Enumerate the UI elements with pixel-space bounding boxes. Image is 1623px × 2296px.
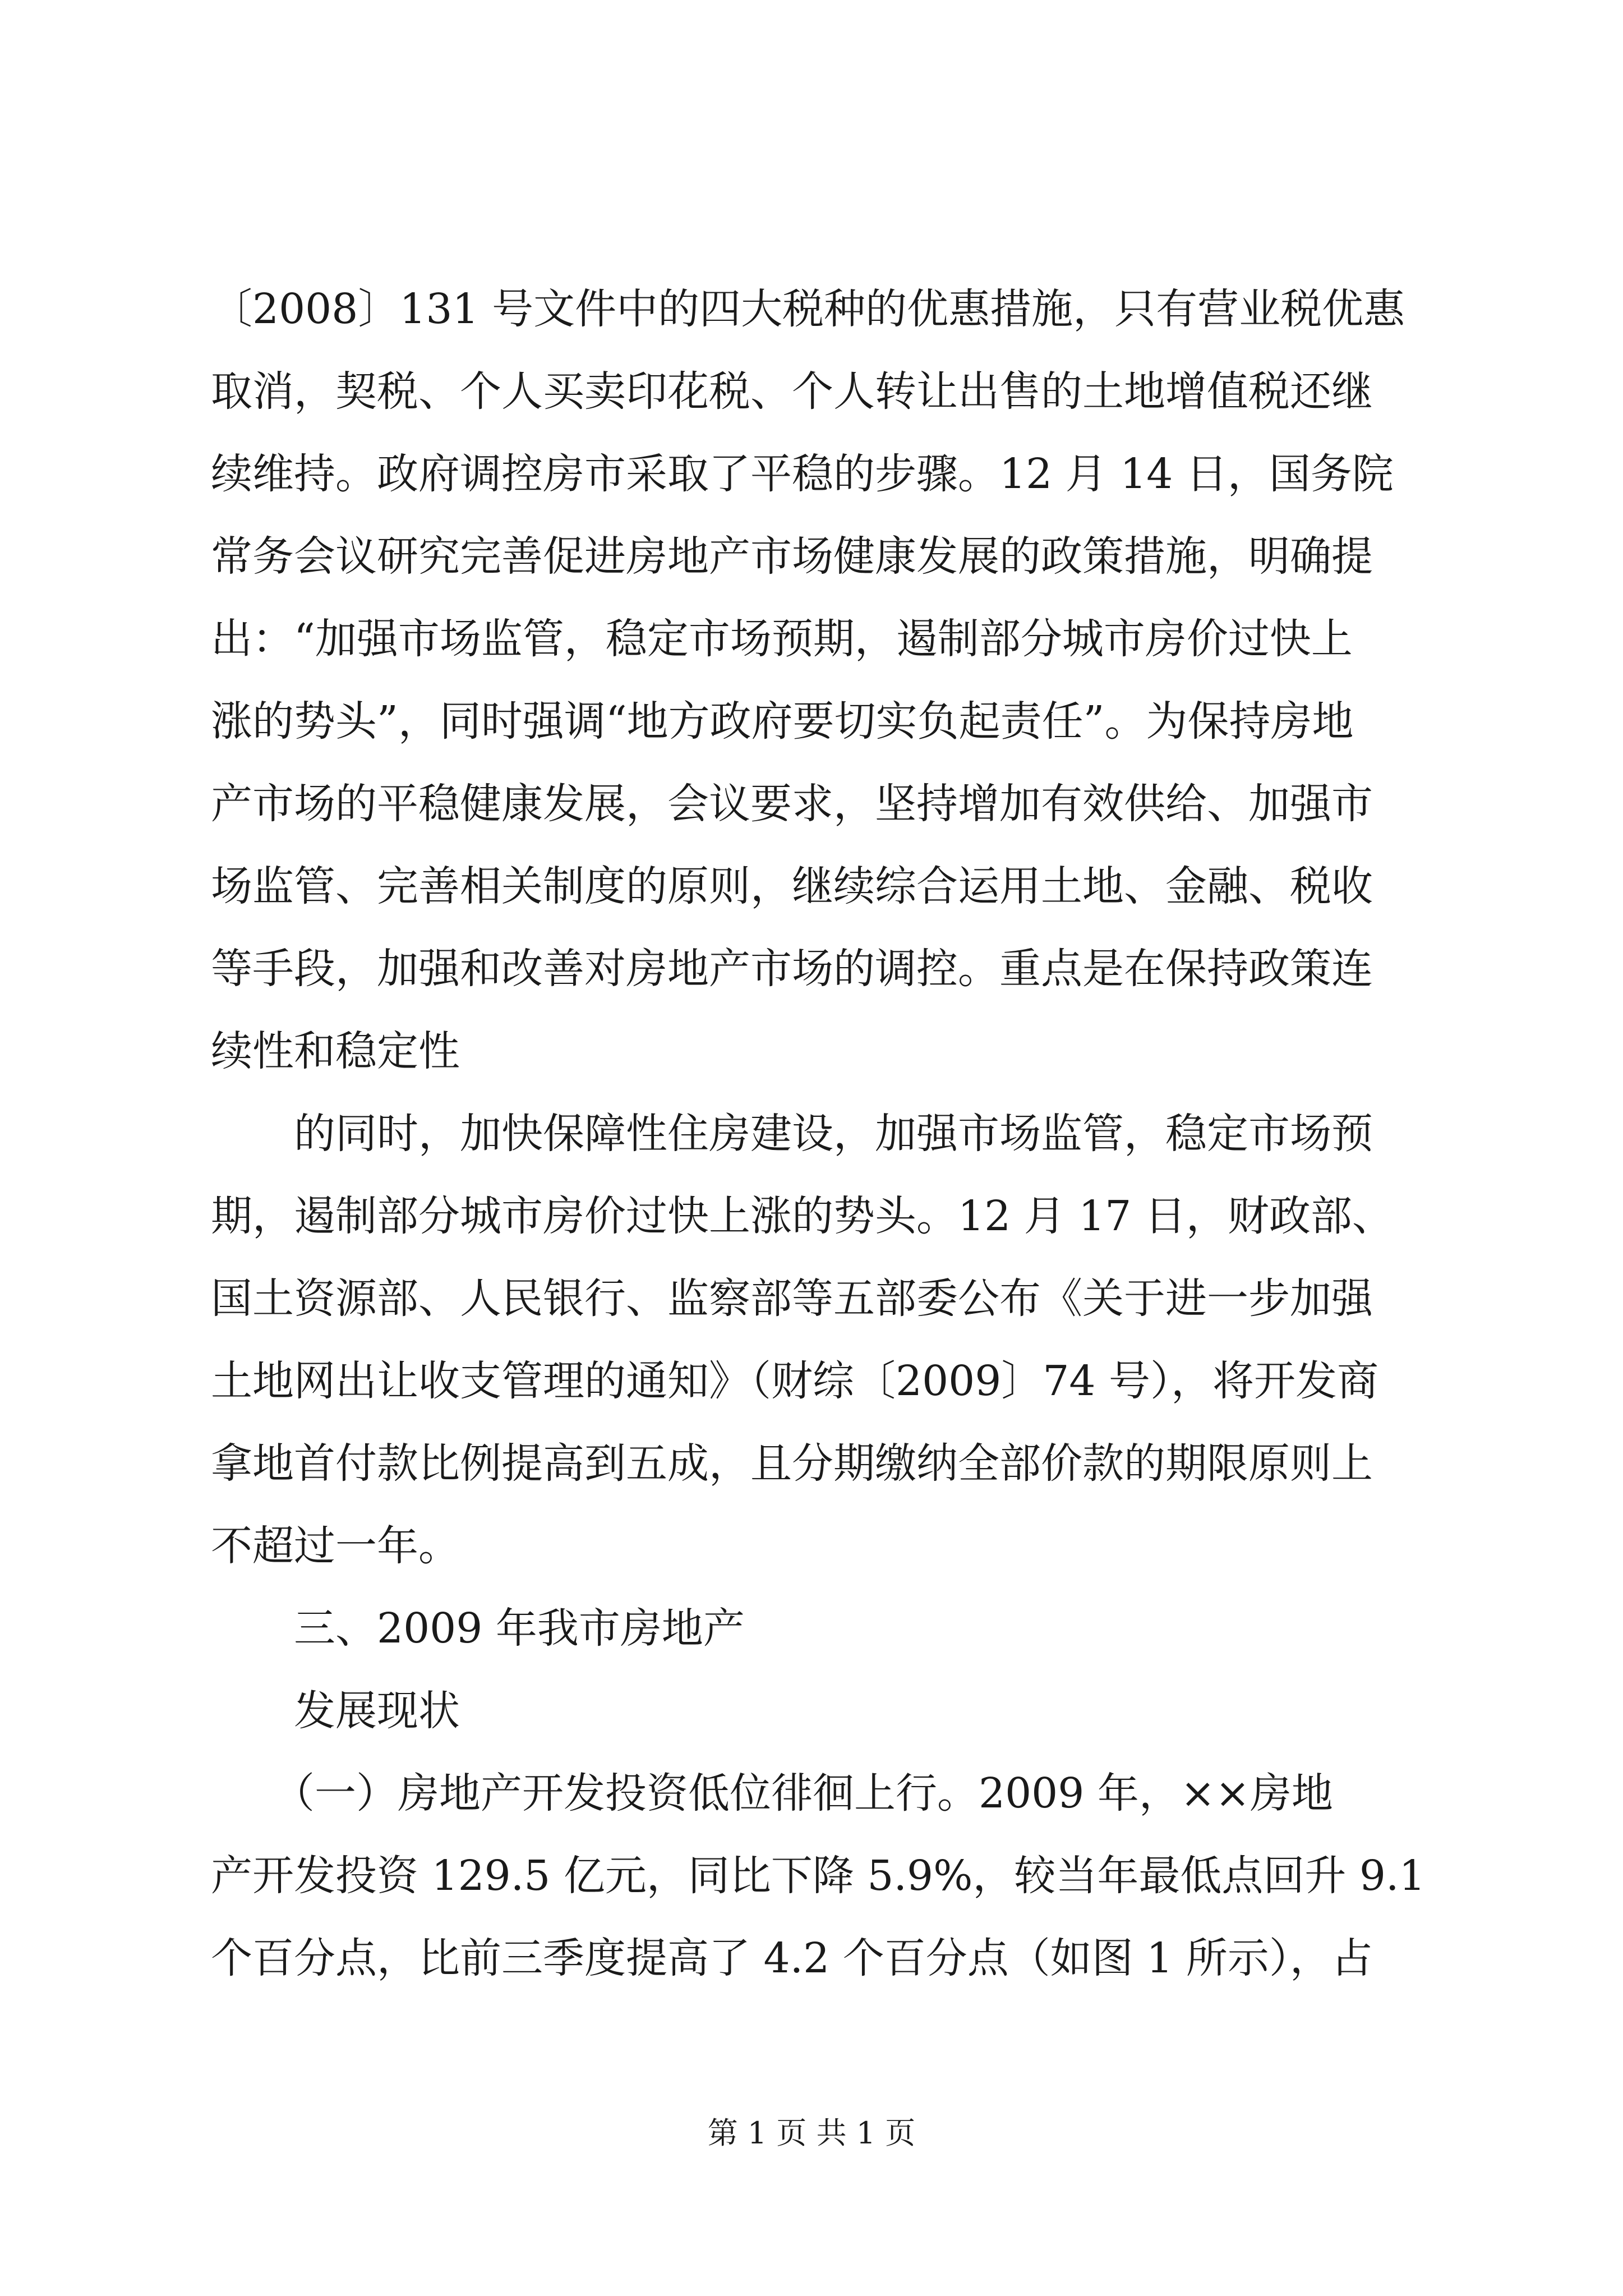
text-line: 土地网出让收支管理的通知》（财综〔2009〕74 号），将开发商 (211, 1357, 1379, 1405)
text-line: 国土资源部、人民银行、监察部等五部委公布《关于进一步加强 (211, 1274, 1373, 1323)
text-line: 〔2008〕131 号文件中的四大税种的优惠措施，只有营业税优惠 (211, 285, 1405, 333)
text-line: 的同时，加快保障性住房建设，加强市场监管，稳定市场预 (211, 1110, 1373, 1158)
text-line: 出：“加强市场监管，稳定市场预期，遏制部分城市房价过快上 (211, 615, 1353, 663)
section-heading-continued: 发展现状 (211, 1687, 460, 1735)
section-heading: 三、2009 年我市房地产 (211, 1604, 745, 1653)
text-line: 产开发投资 129.5 亿元，同比下降 5.9%，较当年最低点回升 9.1 (211, 1852, 1426, 1900)
text-line: 不超过一年。 (211, 1522, 460, 1570)
text-line: 个百分点，比前三季度提高了 4.2 个百分点（如图 1 所示），占 (211, 1934, 1373, 1982)
text-line: 涨的势头”，同时强调“地方政府要切实负起责任”。为保持房地 (211, 697, 1354, 746)
text-line: （一）房地产开发投资低位徘徊上行。2009 年，××房地 (211, 1769, 1333, 1818)
text-line: 取消，契税、个人买卖印花税、个人转让出售的土地增值税还继 (211, 367, 1373, 416)
text-line: 期，遏制部分城市房价过快上涨的势头。12 月 17 日，财政部、 (211, 1192, 1394, 1240)
page-number-label: 第 1 页 共 1 页 (707, 2115, 916, 2151)
text-line: 场监管、完善相关制度的原则，继续综合运用土地、金融、税收 (211, 862, 1373, 910)
text-line: 续性和稳定性 (211, 1027, 460, 1075)
page-footer (0, 2114, 1623, 2153)
text-line: 产市场的平稳健康发展，会议要求，坚持增加有效供给、加强市 (211, 780, 1373, 828)
text-line: 等手段，加强和改善对房地产市场的调控。重点是在保持政策连 (211, 945, 1373, 993)
text-line: 拿地首付款比例提高到五成，且分期缴纳全部价款的期限原则上 (211, 1439, 1373, 1488)
text-line: 续维持。政府调控房市采取了平稳的步骤。12 月 14 日，国务院 (211, 450, 1394, 498)
text-line: 常务会议研究完善促进房地产市场健康发展的政策措施，明确提 (211, 532, 1373, 581)
document-body (211, 268, 1426, 2000)
